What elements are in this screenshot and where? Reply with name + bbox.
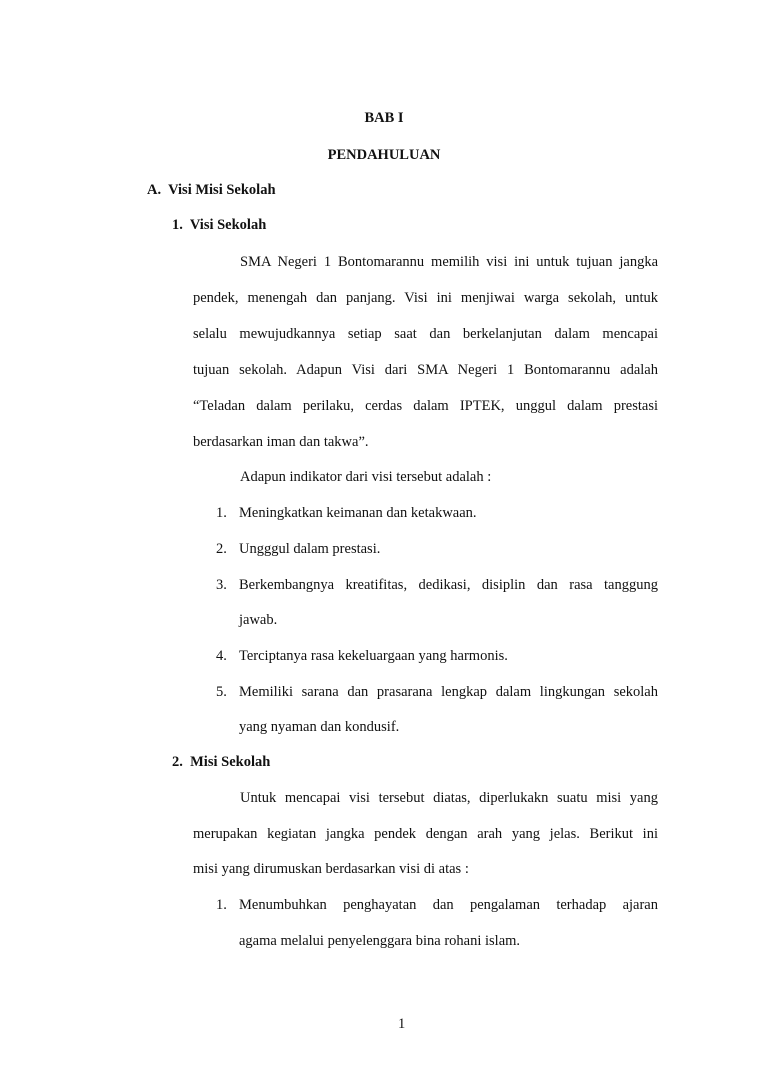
indicator-text: jawab. xyxy=(239,612,278,628)
indicator-number: 5. xyxy=(216,684,227,700)
misi-item-text: agama melalui penyelenggara bina rohani islam. xyxy=(239,933,521,949)
visi-paragraph-line: pendek, menengah dan panjang. Visi ini menjiwai warga sekolah, untuk xyxy=(193,290,658,306)
indicator-text: Meningkatkan keimanan dan ketakwaan. xyxy=(239,505,477,521)
indicator-intro: Adapun indikator dari visi tersebut adalah : xyxy=(240,469,492,485)
indicator-text: yang nyaman dan kondusif. xyxy=(239,719,400,735)
misi-paragraph-line: Untuk mencapai visi tersebut diatas, diperlukakn suatu misi yang xyxy=(240,790,658,806)
visi-paragraph-line: tujuan sekolah. Adapun Visi dari SMA Negeri 1 Bontomarannu adalah xyxy=(193,362,658,378)
indicator-text: Terciptanya rasa kekeluargaan yang harmonis. xyxy=(239,648,508,664)
visi-paragraph-line: berdasarkan iman dan takwa”. xyxy=(193,434,369,450)
indicator-text: Berkembangnya kreatifitas, dedikasi, disiplin dan rasa tanggung xyxy=(239,577,658,593)
misi-item-text: Menumbuhkan penghayatan dan pengalaman terhadap ajaran xyxy=(239,897,658,913)
visi-paragraph-line: SMA Negeri 1 Bontomarannu memilih visi ini untuk tujuan jangka xyxy=(240,254,658,270)
indicator-number: 4. xyxy=(216,648,227,664)
indicator-text: Ungggul dalam prestasi. xyxy=(239,541,381,557)
indicator-number: 1. xyxy=(216,505,227,521)
misi-paragraph-line: merupakan kegiatan jangka pendek dengan arah yang jelas. Berikut ini xyxy=(193,826,658,842)
misi-paragraph-line: misi yang dirumuskan berdasarkan visi di atas : xyxy=(193,861,469,877)
page-number: 1 xyxy=(398,1016,406,1032)
subsection-heading-misi: 2. Misi Sekolah xyxy=(172,754,271,770)
indicator-text: Memiliki sarana dan prasarana lengkap dalam lingkungan sekolah xyxy=(239,684,658,700)
visi-paragraph-line: selalu mewujudkannya setiap saat dan berkelanjutan dalam mencapai xyxy=(193,326,658,342)
chapter-label: BAB I xyxy=(364,110,404,126)
subsection-heading-visi: 1. Visi Sekolah xyxy=(172,217,267,233)
chapter-title: PENDAHULUAN xyxy=(327,147,441,163)
misi-item-number: 1. xyxy=(216,897,227,913)
visi-paragraph-line: “Teladan dalam perilaku, cerdas dalam IPTEK, unggul dalam prestasi xyxy=(193,398,658,414)
section-heading: A. Visi Misi Sekolah xyxy=(147,182,276,198)
indicator-number: 3. xyxy=(216,577,227,593)
indicator-number: 2. xyxy=(216,541,227,557)
